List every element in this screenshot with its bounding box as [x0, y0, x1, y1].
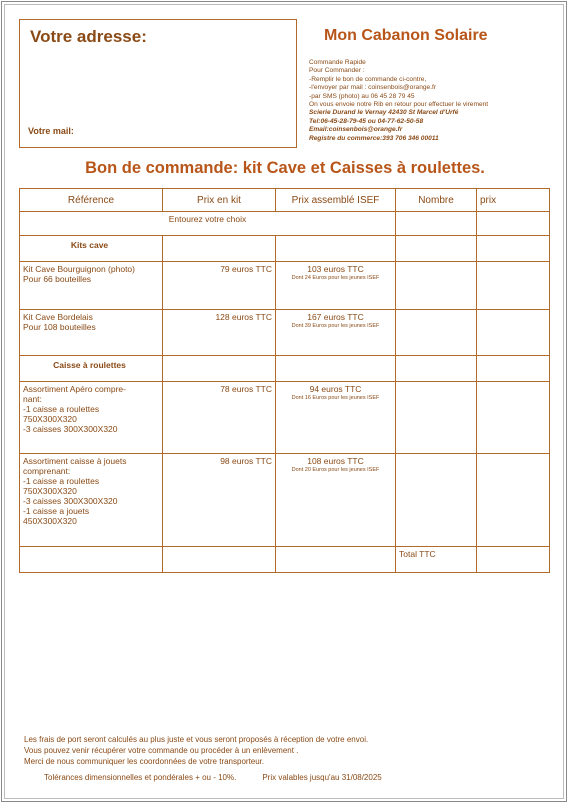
reference-line: comprenant: — [23, 466, 71, 476]
reference-line: -1 caisse a roulettes — [23, 476, 100, 486]
tolerance-line — [44, 773, 382, 782]
company-address: Scierie Durand le Vernay 42430 St Marcel d'Urfé — [309, 109, 459, 117]
kit-price-cell[interactable]: 79 euros TTC — [163, 262, 276, 310]
empty-cell — [276, 236, 396, 262]
reference-line: -3 caisses 300X300X320 — [23, 424, 118, 434]
table-row — [20, 262, 550, 310]
document-title: Bon de commande: kit Cave et Caisses à roulettes. — [85, 159, 485, 177]
shipping-notes — [24, 734, 368, 767]
header-price: prix — [477, 189, 550, 212]
reference-line: Kit Cave Bordelais — [23, 312, 93, 322]
empty-cell — [276, 547, 396, 573]
info-line: Pour Commander : — [309, 67, 365, 75]
info-line: On vous envoie notre Rib en retour pour effectuer le virement — [309, 101, 489, 109]
footer-line: Vous pouvez venir récupérer votre commande ou procéder à un enlèvement . — [24, 746, 299, 755]
brand-title: Mon Cabanon Solaire — [324, 27, 488, 44]
assembled-price: 103 euros TTC — [307, 264, 364, 274]
info-line: Commande Rapide — [309, 59, 366, 66]
quantity-cell[interactable] — [396, 356, 477, 382]
section-caisse-roulettes: Caisse à roulettes — [20, 356, 163, 382]
empty-cell — [163, 547, 276, 573]
reference-line: 750X300X320 — [23, 414, 77, 424]
assembled-price-cell[interactable] — [276, 382, 396, 454]
info-line: -Remplir le bon de commande ci-contre, — [309, 75, 427, 83]
quantity-cell[interactable] — [396, 262, 477, 310]
header-quantity: Nombre — [396, 189, 477, 212]
quantity-cell[interactable] — [396, 212, 477, 236]
mail-label: Votre mail: — [28, 126, 74, 136]
footer-line: Les frais de port seront calculés au plus juste et vous seront proposés à réception de votre envoi. — [24, 735, 369, 744]
isef-note: Dont 20 Euros pour les jeunes ISEF — [291, 467, 380, 473]
validity-text: Prix valables jusqu'au 31/08/2025 — [262, 773, 382, 782]
company-email: Email:coinsenbois@orange.fr — [309, 126, 403, 134]
total-label: Total TTC — [396, 547, 477, 573]
quantity-cell[interactable] — [396, 454, 477, 547]
company-registry: Registre du commerce:393 706 346 00011 — [309, 134, 439, 142]
kit-price-cell[interactable]: 78 euros TTC — [163, 382, 276, 454]
price-cell[interactable] — [477, 454, 550, 547]
reference-line: Kit Cave Bourguignon (photo) — [23, 264, 135, 274]
reference-line: 450X300X320 — [23, 516, 77, 526]
isef-note: Dont 39 Euros pour les jeunes ISEF — [291, 323, 380, 329]
table-row — [20, 310, 550, 356]
kit-price-cell[interactable]: 128 euros TTC — [163, 310, 276, 356]
info-line: -par SMS (photo) au 06 45 28 79 45 — [309, 92, 415, 100]
empty-cell — [20, 547, 163, 573]
header-kit-price: Prix en kit — [163, 189, 276, 212]
header-reference: Référence — [20, 189, 163, 212]
footer-line: Merci de nous communiquer les coordonnées de votre transporteur. — [24, 757, 265, 766]
assembled-price: 108 euros TTC — [307, 456, 364, 466]
reference-line: -1 caisse a roulettes — [23, 404, 100, 414]
order-instructions — [309, 59, 488, 143]
reference-line: Pour 66 bouteilles — [23, 274, 92, 284]
assembled-price: 167 euros TTC — [307, 312, 364, 322]
kit-price-cell[interactable]: 98 euros TTC — [163, 454, 276, 547]
empty-cell — [163, 236, 276, 262]
assembled-price-cell[interactable] — [276, 262, 396, 310]
reference-cell — [20, 310, 163, 356]
price-cell[interactable] — [477, 310, 550, 356]
total-value-cell[interactable] — [477, 547, 550, 573]
isef-note: Dont 24 Euros pour les jeunes ISEF — [291, 275, 380, 281]
quantity-cell[interactable] — [396, 236, 477, 262]
price-cell[interactable] — [477, 212, 550, 236]
reference-cell — [20, 262, 163, 310]
info-line: -l'envoyer par mail : coinsenbois@orange.fr — [309, 84, 437, 92]
choose-instruction: Entourez votre choix — [20, 212, 396, 236]
reference-line: nant: — [23, 394, 42, 404]
assembled-price-cell[interactable] — [276, 454, 396, 547]
total-row — [20, 547, 550, 573]
quantity-cell[interactable] — [396, 310, 477, 356]
reference-line: -1 caisse a jouets — [23, 506, 90, 516]
reference-cell — [20, 382, 163, 454]
address-box[interactable] — [19, 19, 297, 148]
assembled-price-cell[interactable] — [276, 310, 396, 356]
section-row — [20, 236, 550, 262]
order-table — [19, 188, 550, 573]
choose-row — [20, 212, 550, 236]
assembled-price: 94 euros TTC — [309, 384, 362, 394]
empty-cell — [276, 356, 396, 382]
price-cell[interactable] — [477, 382, 550, 454]
reference-line: Assortiment caisse à jouets — [23, 456, 127, 466]
table-row — [20, 382, 550, 454]
table-row — [20, 454, 550, 547]
reference-line: 750X300X320 — [23, 486, 77, 496]
address-title: Votre adresse: — [30, 27, 147, 46]
reference-line: Pour 108 bouteilles — [23, 322, 96, 332]
price-cell[interactable] — [477, 356, 550, 382]
reference-line: Assortiment Apéro compre- — [23, 384, 126, 394]
isef-note: Dont 16 Euros pour les jeunes ISEF — [291, 395, 380, 401]
reference-line: -3 caisses 300X300X320 — [23, 496, 118, 506]
price-cell[interactable] — [477, 236, 550, 262]
header-assembled-price: Prix assemblé ISEF — [276, 189, 396, 212]
table-header-row — [20, 189, 550, 212]
reference-cell — [20, 454, 163, 547]
section-kits-cave: Kits cave — [20, 236, 163, 262]
tolerance-text: Tolérances dimensionnelles et pondérales + ou - 10%. — [44, 773, 237, 782]
quantity-cell[interactable] — [396, 382, 477, 454]
price-cell[interactable] — [477, 262, 550, 310]
section-row — [20, 356, 550, 382]
empty-cell — [163, 356, 276, 382]
company-phone: Tel:06-45-28-79-45 ou 04-77-62-50-58 — [309, 117, 424, 125]
